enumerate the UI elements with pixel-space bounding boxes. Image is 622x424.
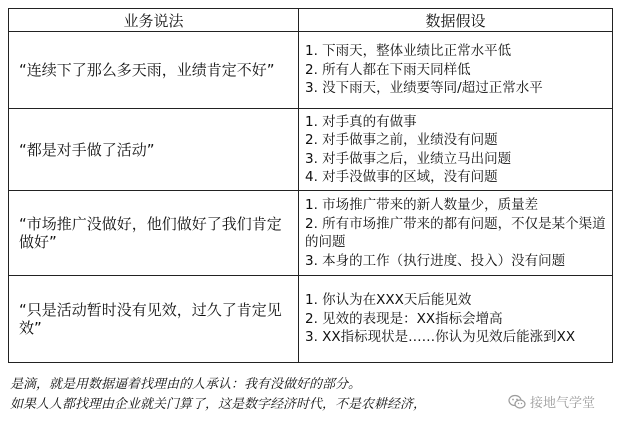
assumption-cell <box>299 191 613 276</box>
table-header-row <box>9 9 613 32</box>
assumption-item: 1. 市场推广带来的新人数量少，质量差 <box>305 197 539 213</box>
assumption-item: 3. 对手做事之后，业绩立马出问题 <box>305 150 512 167</box>
assumption-item: 1. 对手真的有做事 <box>305 113 417 130</box>
footer-note-line-2: 如果人人都找理由企业就关门算了，这是数字经济时代，不是农耕经济， <box>10 397 427 412</box>
assumption-item: 2. 所有市场推广带来的都有问题，不仅是某个渠道的问题 <box>305 215 606 250</box>
assumption-item: 1. 你认为在XXX天后能见效 <box>305 292 472 309</box>
assumption-item: 2. 对手做事之前，业绩没有问题 <box>305 132 498 148</box>
table-row <box>9 276 613 363</box>
assumption-cell <box>299 276 613 363</box>
assumption-cell <box>299 109 613 191</box>
assumption-item: 4. 对手没做事的区域，没有问题 <box>305 169 498 185</box>
table-row <box>9 32 613 109</box>
assumption-item: 3. 本身的工作（执行进度、投入）没有问题 <box>305 252 566 269</box>
claim-cell: “都是对手做了活动” <box>9 109 299 191</box>
assumption-item: 2. 所有人都在下雨天同样低 <box>305 61 471 78</box>
assumption-item: 3. 没下雨天，业绩要等同/超过正常水平 <box>305 80 543 97</box>
watermark-text: 接地气学堂 <box>530 396 596 411</box>
assumption-item: 1. 下雨天，整体业绩比正常水平低 <box>305 43 512 60</box>
assumption-item: 3. XX指标现状是……你认为见效后能涨到XX <box>305 329 576 346</box>
header-business-claim: 业务说法 <box>9 9 299 32</box>
claims-assumptions-table <box>8 8 613 363</box>
claim-cell: “只是活动暂时没有见效，过久了肯定见效” <box>9 276 299 363</box>
table-row <box>9 109 613 191</box>
assumption-cell <box>299 32 613 109</box>
claim-cell: “市场推广没做好，他们做好了我们肯定做好” <box>9 191 299 276</box>
wechat-icon <box>508 394 526 410</box>
header-data-assumption: 数据假设 <box>299 9 613 32</box>
assumption-item: 2. 见效的表现是：XX指标会增高 <box>305 310 503 327</box>
table-row <box>9 191 613 276</box>
footer-note-line-1: 是滴，就是用数据逼着找理由的人承认：我有没做好的部分。 <box>10 377 362 392</box>
claim-cell: “连续下了那么多天雨，业绩肯定不好” <box>9 32 299 109</box>
watermark <box>508 392 595 411</box>
